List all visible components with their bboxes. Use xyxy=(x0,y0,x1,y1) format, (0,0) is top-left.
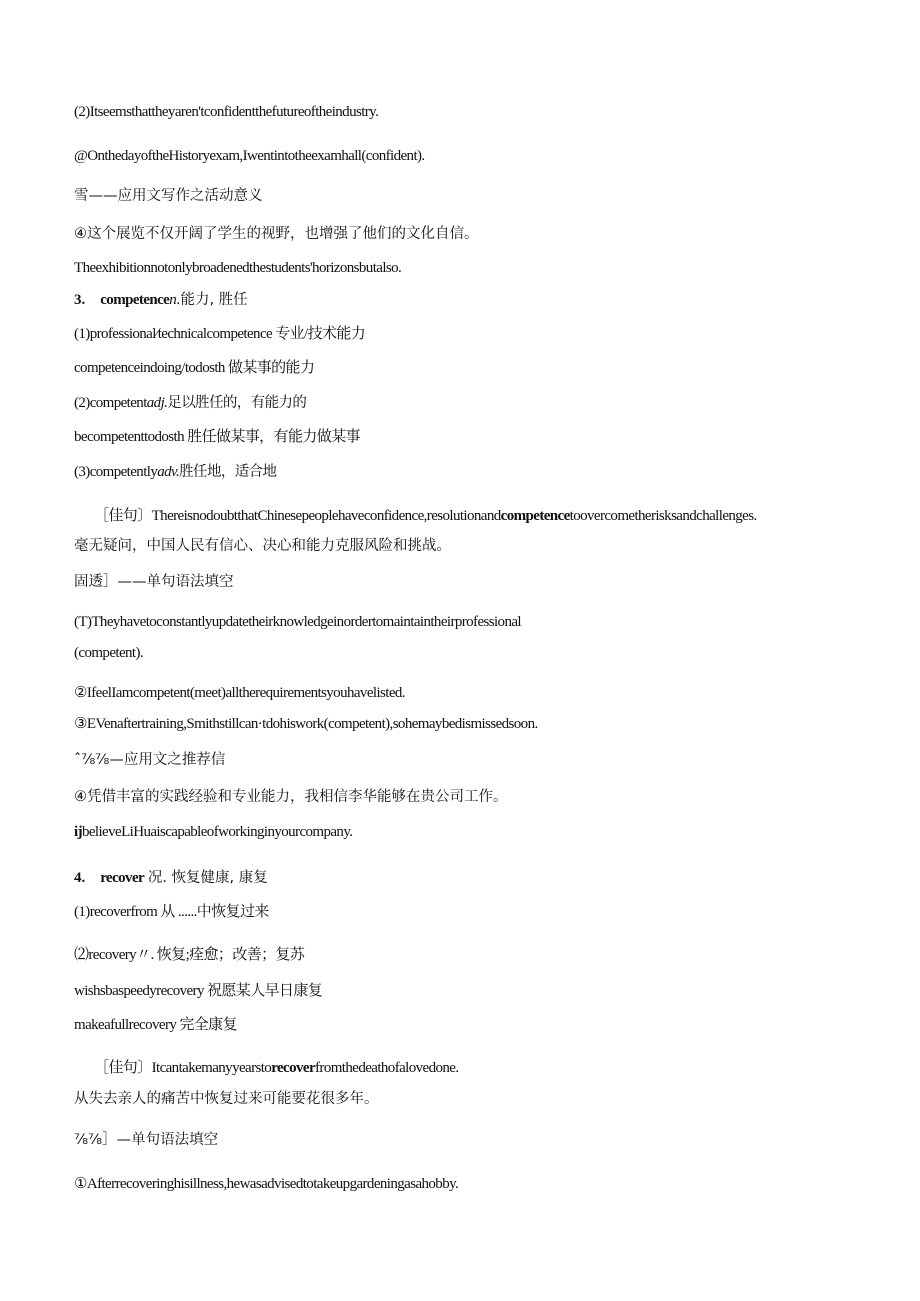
text-line xyxy=(74,462,276,482)
text-line: (1)recoverfrom 从 ......中恢复过来 xyxy=(74,904,269,920)
exercise-line: (competent). xyxy=(74,645,144,661)
entry-definition: 况. 恢复健康, 康复 xyxy=(147,870,268,886)
example-text: toovercometherisksandchallenges. xyxy=(569,508,757,524)
text-line: @OnthedayoftheHistoryexam,Iwentintotheexamhall(confident). xyxy=(74,148,425,164)
text-line: competenceindoing/todosth 做某事的能力 xyxy=(74,360,315,376)
exercise-line: (T)Theyhavetoconstantlyupdatetheirknowledgeinordertomaintaintheirprofessional xyxy=(74,614,521,630)
entry-definition: 能力, 胜任 xyxy=(180,292,248,308)
example-sentence xyxy=(94,506,757,526)
entry-pos: n. xyxy=(169,292,181,308)
exercise-line: ③EVenaftertraining,Smithstillcan·tdohiswork(competent),sohemaybedismissedsoon. xyxy=(74,716,538,732)
section-heading: 雪——应用文写作之活动意义 xyxy=(74,188,263,204)
text-line xyxy=(74,822,352,842)
word-definition: 足以胜任的，有能力的 xyxy=(167,395,307,411)
word-form: (3)competently xyxy=(74,464,158,480)
exercise-line: ②IfeelIamcompetent(meet)alltherequirementsyouhavelisted. xyxy=(74,685,405,701)
example-keyword: competence xyxy=(500,508,570,524)
text-line: becompetenttodosth 胜任做某事，有能力做某事 xyxy=(74,429,360,445)
word-definition: 胜任地，适合地 xyxy=(179,464,277,480)
text-line: (2)Itseemsthattheyaren'tconfidentthefutureoftheindustry. xyxy=(74,104,379,120)
entry-number: 4. xyxy=(74,870,86,886)
exercise-line: ①Afterrecoveringhisillness,hewasadvisedtotakeupgardeningasahobby. xyxy=(74,1176,459,1192)
blank-mark: ij xyxy=(74,824,82,840)
entry-heading xyxy=(74,868,268,888)
section-heading: ˆ⅞⅞—应用文之推荐信 xyxy=(74,752,226,768)
section-heading: ⅞⅞］—单句语法填空 xyxy=(74,1132,219,1148)
word-pos: adj. xyxy=(146,395,168,411)
sentence-text: believeLiHuaiscapableofworkinginyourcompany. xyxy=(81,824,353,840)
text-line: ⑵recovery〃. 恢复;痊愈；改善；复苏 xyxy=(74,947,305,963)
text-line: Theexhibitionnotonlybroadenedthestudents'horizonsbutalso. xyxy=(74,260,402,276)
entry-word: recover xyxy=(100,870,145,886)
example-keyword: recover xyxy=(271,1060,316,1076)
example-translation: 毫无疑问，中国人民有信心、决心和能力克服风险和挑战。 xyxy=(74,538,451,554)
example-text: ［佳句〕Itcantakemanyyearsto xyxy=(94,1060,272,1076)
text-line: ④凭借丰富的实践经验和专业能力，我相信李华能够在贵公司工作。 xyxy=(74,789,508,805)
example-sentence xyxy=(94,1058,458,1078)
example-text: fromthedeathofalovedone. xyxy=(315,1060,459,1076)
entry-heading xyxy=(74,290,248,310)
entry-number: 3. xyxy=(74,292,86,308)
text-line: wishsbaspeedyrecovery 祝愿某人早日康复 xyxy=(74,983,323,999)
text-line: ④这个展览不仅开阔了学生的视野，也增强了他们的文化自信。 xyxy=(74,226,479,242)
text-line: makeafullrecovery 完全康复 xyxy=(74,1017,237,1033)
example-text: ［佳句〕ThereisnodoubtthatChinesepeoplehaveconfidence,resolutionand xyxy=(94,508,501,524)
word-form: (2)competent xyxy=(74,395,147,411)
word-pos: adv. xyxy=(157,464,180,480)
example-translation: 从失去亲人的痛苦中恢复过来可能要花很多年。 xyxy=(74,1091,379,1107)
entry-word: competence xyxy=(100,292,170,308)
text-line xyxy=(74,393,306,413)
section-heading: 固透］——单句语法填空 xyxy=(74,574,234,590)
text-line: (1)professional∕technicalcompetence 专业/技术能力 xyxy=(74,326,366,342)
